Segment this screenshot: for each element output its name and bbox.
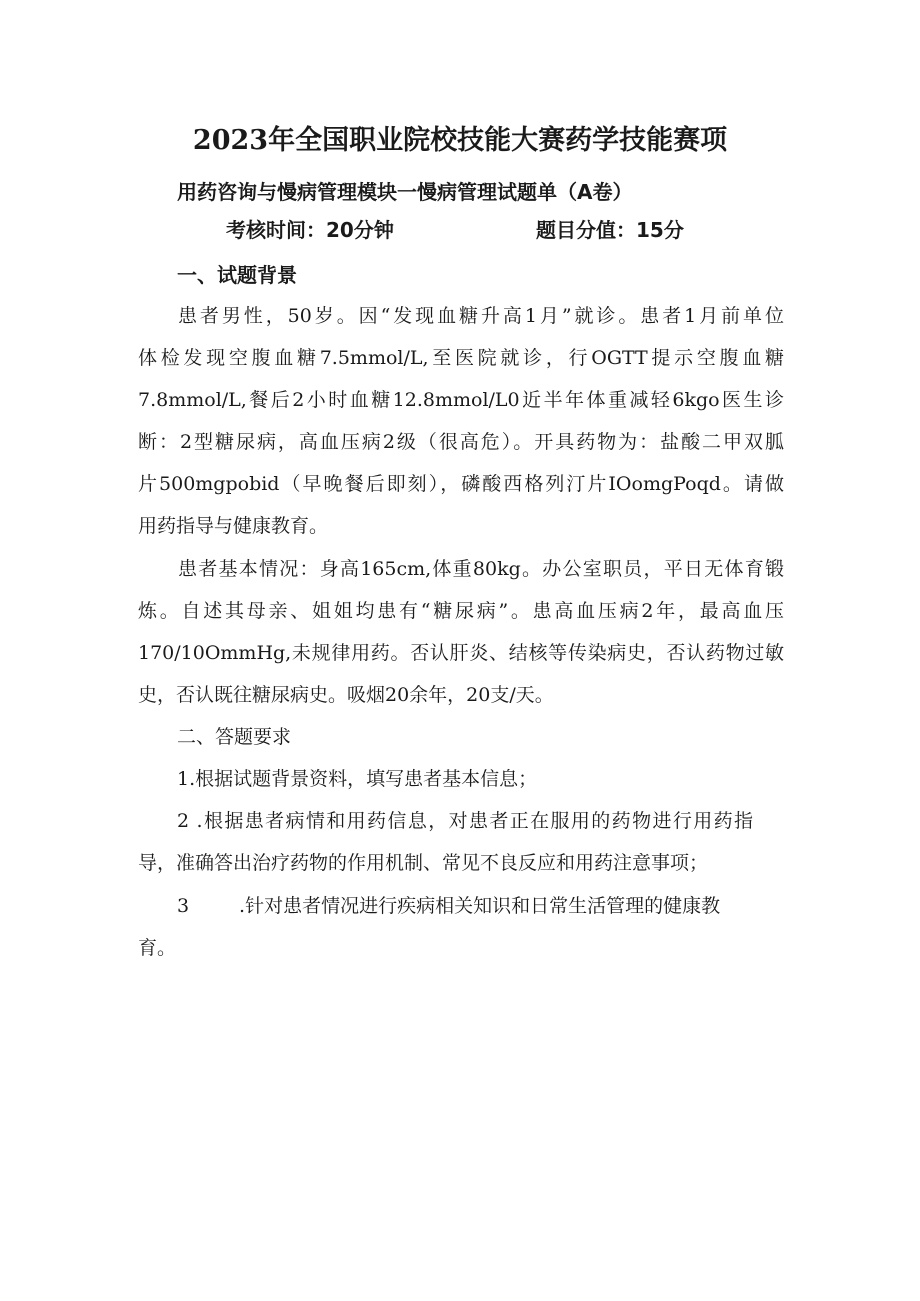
document-title: 2023年全国职业院校技能大赛药学技能赛项 <box>192 125 728 156</box>
section-heading-background: 一、试题背景 <box>177 263 297 287</box>
exam-time: 考核时间：20分钟 <box>226 218 394 242</box>
paragraph-line: 断：2型糖尿病，高血压病2级（很高危）。开具药物为：盐酸二甲双胍 <box>138 431 784 453</box>
background-paragraph <box>138 295 784 547</box>
paragraph-line: 用药指导与健康教育。 <box>138 515 329 537</box>
exam-score: 题目分值：15分 <box>536 218 684 242</box>
section-heading-requirements: 二、答题要求 <box>177 726 292 748</box>
requirement-item-3 <box>177 885 743 927</box>
requirement-item-2-continued: 导，准确答出治疗药物的作用机制、常见不良反应和用药注意事项； <box>138 852 709 874</box>
requirement-number: 2 <box>177 810 190 832</box>
paragraph-line: 史，否认既往糖尿病史。吸烟20余年，20支/天。 <box>138 684 554 706</box>
paragraph-line: 7.8mmol/L,餐后2小时血糖12.8mmol/L0近半年体重减轻6kgo医生诊 <box>138 389 784 411</box>
paragraph-line: 炼。自述其母亲、姐姐均患有“糖尿病”。患高血压病2年，最高血压 <box>138 600 784 622</box>
requirement-text: .针对患者情况进行疾病相关知识和日常生活管理的健康教 <box>239 895 721 917</box>
paragraph-line: 患者男性，50岁。因“发现血糖升高1月”就诊。患者1月前单位 <box>178 305 784 327</box>
paragraph-line: 体检发现空腹血糖7.5mmol/L,至医院就诊，行OGTT提示空腹血糖 <box>138 347 784 369</box>
requirement-number: 3 <box>177 895 190 917</box>
requirement-item-3-continued: 育。 <box>138 937 177 959</box>
document-subtitle: 用药咨询与慢病管理模块一慢病管理试题单（A卷） <box>177 180 633 204</box>
requirement-item-1: 1.根据试题背景资料，填写患者基本信息； <box>177 768 538 790</box>
paragraph-line: 170/10OmmHg,未规律用药。否认肝炎、结核等传染病史，否认药物过敏 <box>138 642 784 664</box>
paragraph-line: 片500mgpobid（早晚餐后即刻），磷酸西格列汀片IOomgPoqd。请做 <box>138 473 784 495</box>
requirement-text: .根据患者病情和用药信息，对患者正在服用的药物进行用药指 <box>196 810 753 832</box>
paragraph-line: 患者基本情况：身高165cm,体重80kg。办公室职员，平日无体育锻 <box>178 558 784 580</box>
patient-info-paragraph <box>138 548 784 716</box>
requirement-item-2 <box>177 800 753 842</box>
